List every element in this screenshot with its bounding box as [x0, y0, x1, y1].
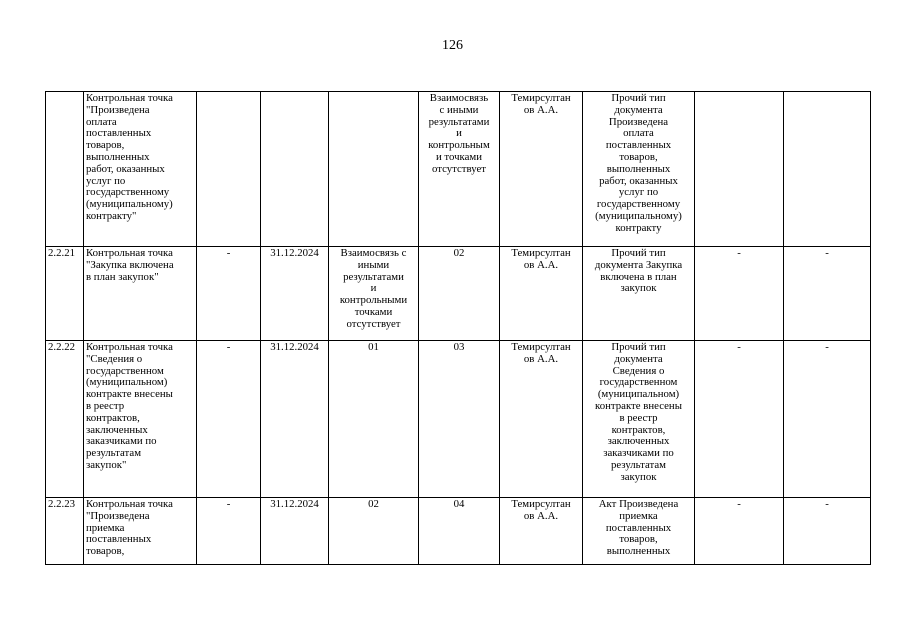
- predecessor-cell: [329, 92, 419, 247]
- page-number: 126: [442, 38, 463, 53]
- table-row: [46, 247, 871, 341]
- responsible-person-cell: Темирсултан ов А.А.: [500, 247, 583, 341]
- responsible-person-cell: Темирсултан ов А.А.: [500, 498, 583, 565]
- due-date-cell: 31.12.2024: [261, 247, 329, 341]
- row-number-cell: [46, 92, 84, 247]
- control-point-name-cell: Контрольная точка "Закупка включена в план закупок": [84, 247, 197, 341]
- document-type-cell: Акт Произведена приемка поставленных товаров, выполненных: [583, 498, 695, 565]
- responsible-person-cell: Темирсултан ов А.А.: [500, 341, 583, 498]
- due-date-cell: 31.12.2024: [261, 498, 329, 565]
- predecessor-cell: Взаимосвязь с иными результатами и контрольными точками отсутствует: [329, 247, 419, 341]
- row-number-cell: 2.2.22: [46, 341, 84, 498]
- control-points-table: [45, 91, 871, 565]
- responsible-person-cell: Темирсултан ов А.А.: [500, 92, 583, 247]
- predecessor-cell: 02: [329, 498, 419, 565]
- successor-cell: 02: [419, 247, 500, 341]
- successor-cell: 03: [419, 341, 500, 498]
- table-row: [46, 92, 871, 247]
- extra-cell-2: -: [784, 341, 871, 498]
- due-date-cell: [261, 92, 329, 247]
- successor-cell: 04: [419, 498, 500, 565]
- extra-cell-1: -: [695, 498, 784, 565]
- due-date-cell: 31.12.2024: [261, 341, 329, 498]
- extra-cell-1: -: [695, 341, 784, 498]
- base-value-cell: [197, 92, 261, 247]
- successor-cell: Взаимосвязь с иными результатами и контрольным и точками отсутствует: [419, 92, 500, 247]
- row-number-cell: 2.2.23: [46, 498, 84, 565]
- document-type-cell: Прочий тип документа Сведения о государственном (муниципальном) контракте внесены в реестр контрактов, заключенных заказчиками по результатам закупок: [583, 341, 695, 498]
- document-type-cell: Прочий тип документа Закупка включена в план закупок: [583, 247, 695, 341]
- table-row: [46, 498, 871, 565]
- row-number-cell: 2.2.21: [46, 247, 84, 341]
- table-row: [46, 341, 871, 498]
- predecessor-cell: 01: [329, 341, 419, 498]
- extra-cell-2: [784, 92, 871, 247]
- document-type-cell: Прочий тип документа Произведена оплата поставленных товаров, выполненных работ, оказанных услуг по государственному (муниципальному) контракту: [583, 92, 695, 247]
- control-point-name-cell: Контрольная точка "Произведена приемка поставленных товаров,: [84, 498, 197, 565]
- base-value-cell: -: [197, 247, 261, 341]
- control-point-name-cell: Контрольная точка "Произведена оплата поставленных товаров, выполненных работ, оказанных услуг по государственному (муниципальному) контракту": [84, 92, 197, 247]
- extra-cell-1: -: [695, 247, 784, 341]
- base-value-cell: -: [197, 341, 261, 498]
- extra-cell-2: -: [784, 247, 871, 341]
- extra-cell-1: [695, 92, 784, 247]
- control-point-name-cell: Контрольная точка "Сведения о государственном (муниципальном) контракте внесены в реестр контрактов, заключенных заказчиками по результатам закупок": [84, 341, 197, 498]
- base-value-cell: -: [197, 498, 261, 565]
- extra-cell-2: -: [784, 498, 871, 565]
